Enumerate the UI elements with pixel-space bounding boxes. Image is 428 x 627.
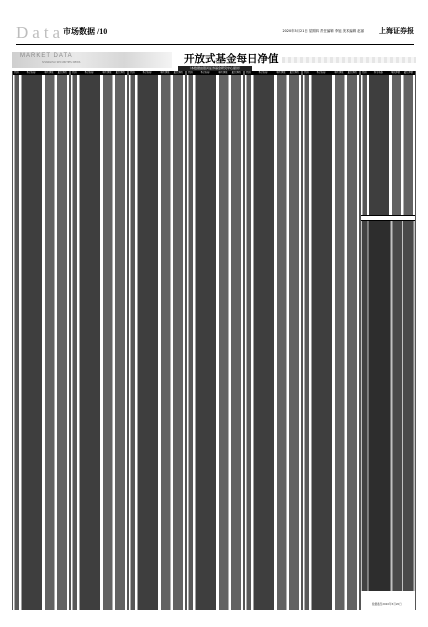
table-column-block: [70, 71, 128, 610]
table-column-block: [360, 71, 416, 610]
issue-line: 2020年5月21日 星期四 责任编辑 李旭 美术编辑 赵丽: [282, 29, 364, 33]
table-rows: [361, 75, 415, 215]
column-header-cum-nav: 累计净值: [57, 71, 67, 74]
column-header-code: 代码: [188, 71, 193, 74]
subtitle: （本数据由银河证券基金研究中心提供）: [187, 66, 242, 70]
table-rows: [129, 75, 185, 610]
table-rows: [303, 75, 359, 610]
column-header-code: 代码: [130, 71, 135, 74]
table-column-block: [128, 71, 186, 610]
table-column-block: [302, 71, 360, 610]
column-header-nav: 单位净值: [102, 71, 112, 74]
banner-decoration: [282, 57, 416, 63]
column-header-code: 代码: [304, 71, 309, 74]
column-header-nav: 单位净值: [390, 71, 401, 74]
column-header-cum-nav: 累计净值: [289, 71, 299, 74]
column-header-code: 代码: [72, 71, 77, 74]
page-title: 开放式基金每日净值: [184, 53, 279, 65]
table-column-block: [244, 71, 302, 610]
column-header-name: 基金名称: [316, 71, 326, 74]
column-header-nav: 单位净值: [160, 71, 170, 74]
column-header-nav: 单位净值: [334, 71, 344, 74]
column-header-code: 代码: [246, 71, 251, 74]
column-header-cum-nav: 累计净值: [347, 71, 357, 74]
section-title: 市场数据 /10: [63, 27, 108, 36]
column-header-code: 代码: [14, 71, 19, 74]
column-header-name: 基金名称: [200, 71, 210, 74]
column-header-name: 基金名称: [258, 71, 268, 74]
column-header-nav: 单位净值: [218, 71, 228, 74]
table-column-block: [186, 71, 244, 610]
column-header-cum-nav: 累计净值: [231, 71, 241, 74]
column-header-name: 基金名称: [142, 71, 152, 74]
column-header-cum-nav: 累计净值: [173, 71, 183, 74]
fund-nav-tables: [12, 71, 416, 610]
column-header-cum-nav: 累计净值: [115, 71, 125, 74]
table-rows: [187, 75, 243, 610]
column-header-nav: 单位净值: [44, 71, 54, 74]
banner-art-subtext: SHANGHAI SECURITIES NEWS: [42, 61, 81, 64]
section-word: Data: [16, 23, 65, 42]
table-rows-shaded: [361, 221, 415, 591]
page-header: [16, 24, 414, 44]
footnote: 数据截至2020年5月20日: [372, 603, 402, 606]
table-rows: [13, 75, 69, 610]
table-column-block: [12, 71, 70, 610]
column-header-code: 代码: [361, 71, 367, 74]
column-header-name: 基金名称: [84, 71, 94, 74]
table-rows: [71, 75, 127, 610]
column-header-name: 基金名称: [26, 71, 36, 74]
column-header-cum-nav: 累计净值: [403, 71, 414, 74]
header-rule: [16, 44, 414, 45]
masthead-logo: 上海证券报: [379, 26, 414, 35]
column-header-name: 基金名称: [373, 71, 383, 74]
banner-art-text: MARKET DATA: [20, 53, 73, 59]
column-header-nav: 单位净值: [276, 71, 286, 74]
table-rows: [245, 75, 301, 610]
